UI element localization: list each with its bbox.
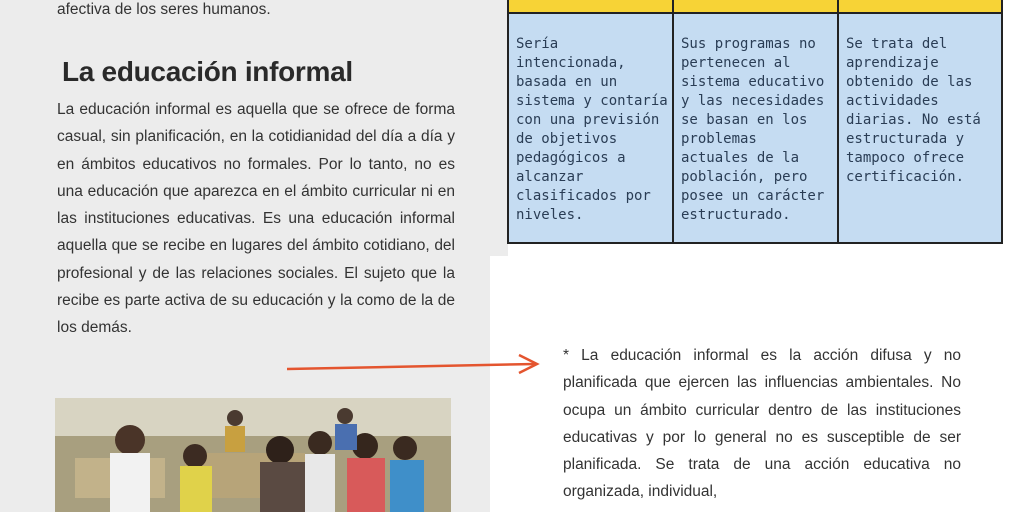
children-photo [55,398,451,512]
intro-line: afectiva de los seres humanos. [57,1,271,18]
table-cell-nonformal: Sus programas no pertenecen al sistema educativo y las necesidades se basan en los problemas actuales de la población, pero posee un carácter estructurado. [681,36,825,223]
body-paragraph: La educación informal es aquella que se ofrece de forma casual, sin planificación, en la cotidianidad del día a día y en ámbitos educativos no formales. Por lo tanto, no es una educación que aparezca en el ámbito curricular ni en las instituciones educativas. Es una educación informal aquella que se recibe en lugares del ámbito cotidiano, del profesional y de las relaciones sociales. El sujeto que la recibe es parte activa de su educación y la como de la de los demás. [57,101,455,337]
column-divider [837,0,839,242]
comparison-table [507,0,1003,244]
photo-illustration [55,398,451,512]
table-cell-formal: Sería intencionada, basada en un sistema y contaría con una previsión de objetivos pedagógicos a alcanzar clasificados por niveles. [516,36,668,223]
left-panel-extension [490,0,508,256]
table-cell-informal: Se trata del aprendizaje obtenido de las actividades diarias. No está estructurada y tampoco ofrece certificación. [846,36,981,185]
note-paragraph: * La educación informal es la acción difusa y no planificada que ejercen las influencias ambientales. No ocupa un ámbito curricular dentro de las instituciones educativas y por lo general no es susceptible de ser planificada. Se trata de una acción educativa no organizada, individual, [563,347,961,501]
arrow-icon [287,352,543,382]
table-header-row [509,0,1001,14]
section-heading: La educación informal [62,56,353,87]
column-divider [672,0,674,242]
